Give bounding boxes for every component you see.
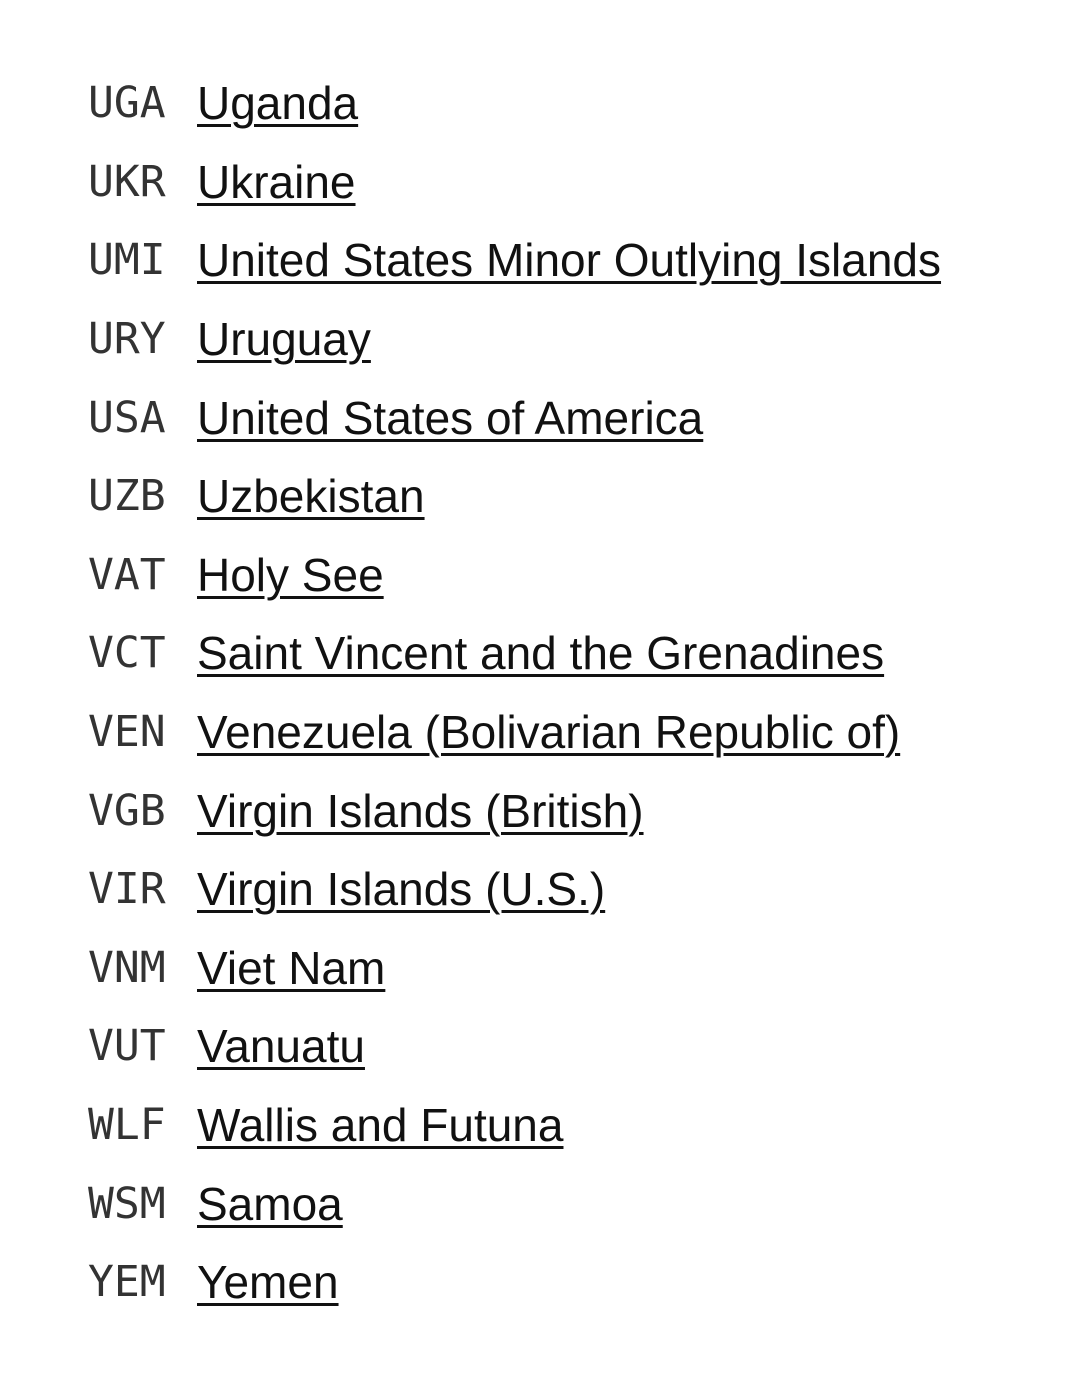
country-link[interactable]: Saint Vincent and the Grenadines xyxy=(197,627,885,680)
country-code: UZB xyxy=(88,471,166,522)
country-code: UGA xyxy=(88,78,166,129)
list-item xyxy=(88,1007,941,1086)
country-code: VNM xyxy=(88,942,166,993)
list-item xyxy=(88,143,941,222)
list-item xyxy=(88,850,941,929)
country-link[interactable]: United States of America xyxy=(197,391,704,444)
country-code: UMI xyxy=(88,235,166,286)
list-item xyxy=(88,457,941,536)
country-code-list xyxy=(88,64,941,1322)
list-item xyxy=(88,693,941,772)
country-code: VGB xyxy=(88,785,166,836)
country-code: VIR xyxy=(88,864,166,915)
country-code: URY xyxy=(88,314,166,365)
country-code: WLF xyxy=(88,1100,166,1151)
country-link[interactable]: Wallis and Futuna xyxy=(197,1099,564,1152)
list-item xyxy=(88,1086,941,1165)
list-item xyxy=(88,614,941,693)
country-link[interactable]: Uzbekistan xyxy=(197,470,425,523)
country-link[interactable]: Venezuela (Bolivarian Republic of) xyxy=(197,706,901,759)
list-item xyxy=(88,300,941,379)
country-link[interactable]: United States Minor Outlying Islands xyxy=(197,234,942,287)
country-code: USA xyxy=(88,392,166,443)
list-item xyxy=(88,1243,941,1322)
list-item xyxy=(88,1164,941,1243)
country-link[interactable]: Vanuatu xyxy=(197,1020,365,1073)
country-link[interactable]: Holy See xyxy=(197,548,384,601)
country-link[interactable]: Uganda xyxy=(197,77,359,130)
country-code: UKR xyxy=(88,156,166,207)
list-item xyxy=(88,929,941,1008)
country-code: VUT xyxy=(88,1021,166,1072)
country-code: YEM xyxy=(88,1257,166,1308)
country-link[interactable]: Yemen xyxy=(197,1256,339,1309)
list-item xyxy=(88,64,941,143)
country-link[interactable]: Ukraine xyxy=(197,155,356,208)
list-item xyxy=(88,221,941,300)
country-code: VEN xyxy=(88,707,166,758)
country-link[interactable]: Viet Nam xyxy=(197,941,386,994)
country-code: VCT xyxy=(88,628,166,679)
country-link[interactable]: Virgin Islands (U.S.) xyxy=(197,863,606,916)
country-code: WSM xyxy=(88,1178,166,1229)
list-item xyxy=(88,536,941,615)
country-link[interactable]: Samoa xyxy=(197,1177,343,1230)
country-link[interactable]: Virgin Islands (British) xyxy=(197,784,644,837)
country-code: VAT xyxy=(88,549,166,600)
country-link[interactable]: Uruguay xyxy=(197,313,371,366)
list-item xyxy=(88,771,941,850)
list-item xyxy=(88,378,941,457)
